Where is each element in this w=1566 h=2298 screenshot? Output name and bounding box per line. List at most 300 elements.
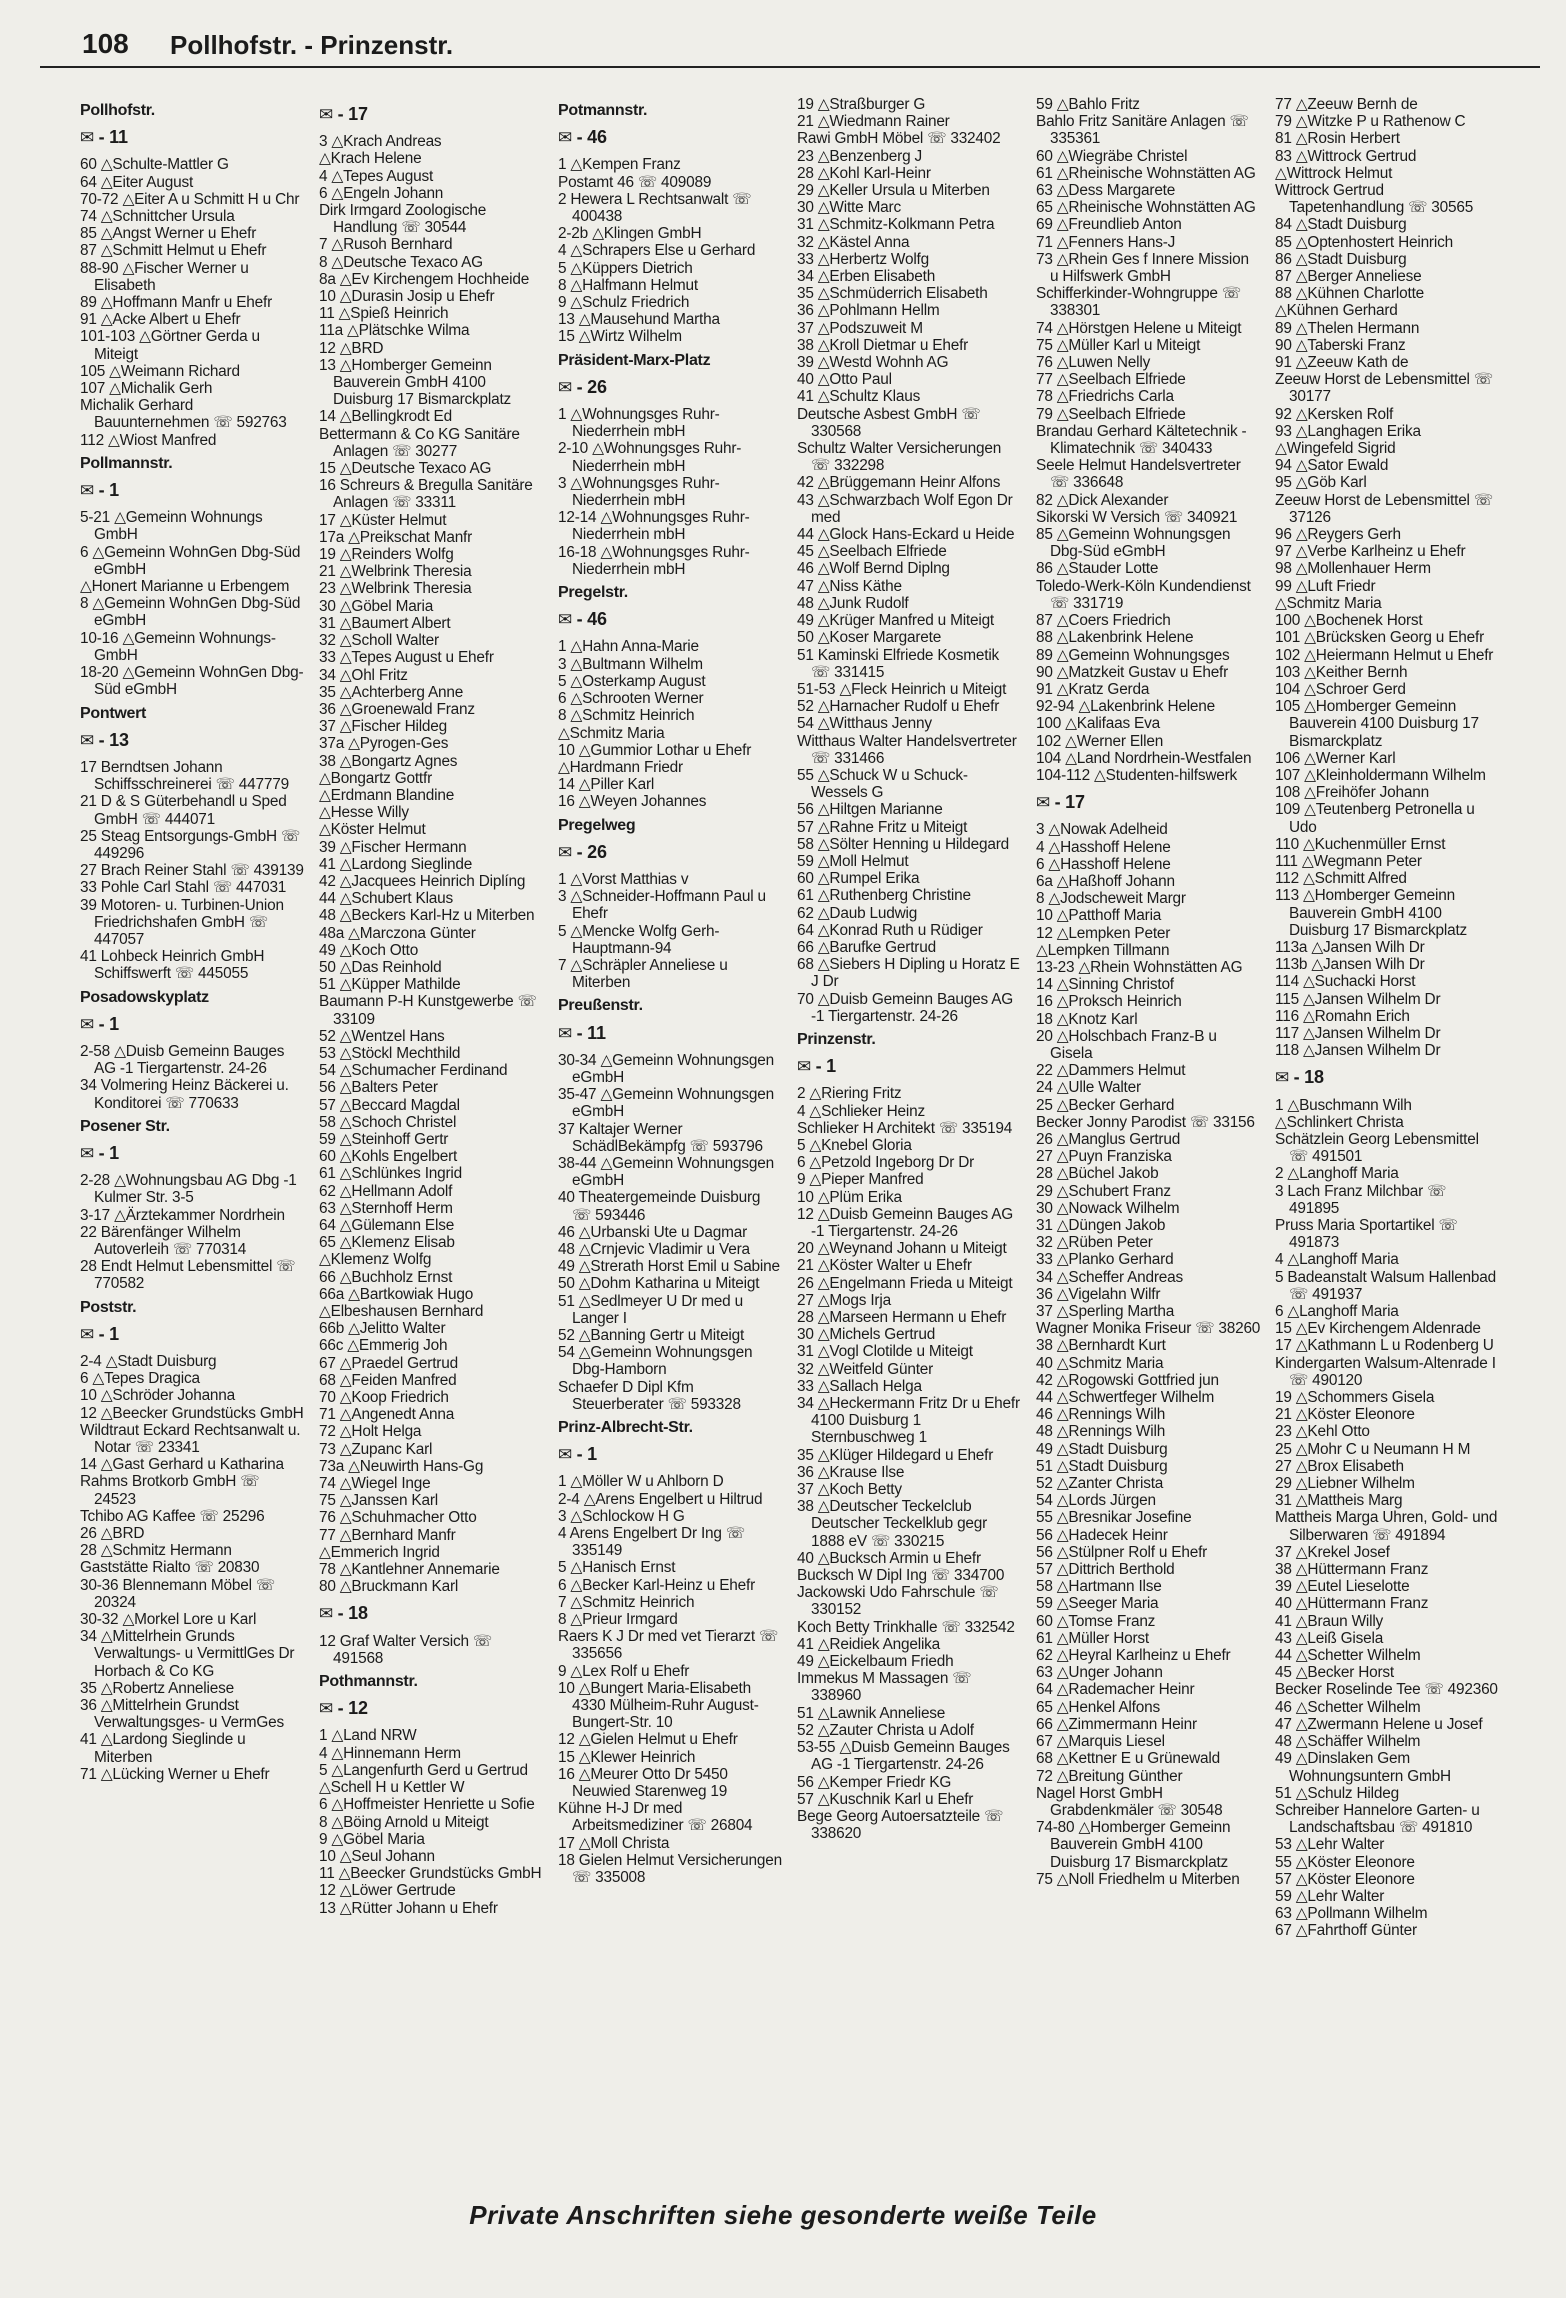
envelope-icon: ✉ bbox=[1275, 1068, 1294, 1088]
directory-entry: 29 △Liebner Wilhelm bbox=[1275, 1475, 1415, 1493]
directory-column bbox=[797, 96, 1022, 2186]
directory-entry: 4 Arens Engelbert Dr Ing ☏ 335149 bbox=[558, 1525, 745, 1560]
directory-entry: Seele Helmut Handelsvertreter ☏ 336648 bbox=[1036, 457, 1241, 492]
directory-entry: 64 △Eiter August bbox=[80, 173, 194, 191]
directory-entry: 10 △Schröder Johanna bbox=[80, 1387, 236, 1405]
directory-entry: 98 △Mollenhauer Herm bbox=[1275, 560, 1431, 578]
directory-entry: 29 △Schubert Franz bbox=[1036, 1182, 1171, 1200]
directory-entry: 18-20 △Gemeinn WohnGen Dbg-Süd eGmbH bbox=[80, 664, 304, 699]
directory-entry: 65 △Klemenz Elisab bbox=[319, 1234, 455, 1252]
directory-entry: 8 △Jodscheweit Margr bbox=[1036, 890, 1186, 908]
directory-entry: 19 △Straßburger G bbox=[797, 96, 926, 113]
directory-column bbox=[80, 96, 305, 2186]
directory-entry: 38 △Deutscher Teckelclub Deutscher Teckelklub gegr 1888 eV ☏ 330215 bbox=[797, 1498, 988, 1550]
directory-entry: 42 △Rogowski Gottfried jun bbox=[1036, 1371, 1219, 1389]
directory-entry: 57 △Rahne Fritz u Miteigt bbox=[797, 818, 968, 836]
directory-entry: 4 △Hinnemann Herm bbox=[319, 1744, 461, 1762]
directory-entry: 31 △Baumert Albert bbox=[319, 614, 451, 632]
directory-entry: 36 △Pohlmann Hellm bbox=[797, 302, 940, 320]
directory-entry: 89 △Hoffmann Manfr u Ehefr bbox=[80, 294, 272, 312]
directory-entry: 58 △Schoch Christel bbox=[319, 1113, 457, 1131]
directory-entry: 6 △Engeln Johann bbox=[319, 184, 444, 202]
directory-entry: 10 △Bungert Maria-Elisabeth 4330 Mülheim-Ruhr August-Bungert-Str. 10 bbox=[558, 1679, 759, 1732]
directory-entry: 88 △Lakenbrink Helene bbox=[1036, 629, 1194, 647]
directory-entry: 51 △Stadt Duisburg bbox=[1036, 1457, 1168, 1475]
street-heading: Potmannstr. bbox=[558, 102, 648, 119]
directory-entry: 6 △Tepes Dragica bbox=[80, 1370, 200, 1388]
directory-entry: 31 △Schmitz-Kolkmann Petra bbox=[797, 216, 995, 234]
directory-entry: 85 △Gemeinn Wohnungsgen Dbg-Süd eGmbH bbox=[1036, 526, 1231, 561]
directory-entry: 50 △Das Reinhold bbox=[319, 958, 442, 976]
directory-entry: 11a △Plätschke Wilma bbox=[319, 322, 470, 340]
directory-entry: 101 △Brücksken Georg u Ehefr bbox=[1275, 629, 1484, 647]
directory-entry: Brandau Gerhard Kältetechnik - Klimatechnik ☏ 340433 bbox=[1036, 422, 1247, 458]
directory-entry: 60 △Wiegräbe Christel bbox=[1036, 147, 1188, 165]
directory-entry: 57 △Köster Eleonore bbox=[1275, 1870, 1415, 1888]
directory-entry: 10-16 △Gemeinn Wohnungs-GmbH bbox=[80, 629, 276, 664]
directory-entry: 38 △Hüttermann Franz bbox=[1275, 1561, 1429, 1579]
directory-entry: 104 △Land Nordrhein-Westfalen bbox=[1036, 749, 1252, 767]
directory-entry: 7 △Schräpler Anneliese u Miterben bbox=[558, 956, 728, 992]
directory-entry: 32 △Kästel Anna bbox=[797, 233, 910, 251]
directory-entry: 57 △Kuschnik Karl u Ehefr bbox=[797, 1790, 974, 1808]
directory-entry: 33 △Planko Gerhard bbox=[1036, 1251, 1174, 1269]
directory-entry: 5 △Hanisch Ernst bbox=[558, 1559, 676, 1577]
street-heading: Preußenstr. bbox=[558, 997, 643, 1015]
postal-district-number: - 1 bbox=[98, 1142, 119, 1163]
directory-entry: 73 △Zupanc Karl bbox=[319, 1440, 433, 1458]
directory-entry: 28 Endt Helmut Lebensmittel ☏ 770582 bbox=[80, 1258, 296, 1293]
postal-district bbox=[558, 1022, 783, 1043]
directory-entry: 10 △Seul Johann bbox=[319, 1847, 435, 1865]
directory-entry: 3 △Wohnungsges Ruhr-Niederrhein mbH bbox=[558, 474, 720, 510]
directory-entry: 71 △Lücking Werner u Ehefr bbox=[80, 1765, 270, 1783]
directory-entry: 3 △Schlockow H G bbox=[558, 1507, 685, 1525]
envelope-icon: ✉ bbox=[80, 1324, 99, 1344]
directory-entry: 51 △Lawnik Anneliese bbox=[797, 1704, 946, 1722]
directory-entry: 8 △Prieur Irmgard bbox=[558, 1611, 678, 1629]
directory-entry: 97 △Verbe Karlheinz u Ehefr bbox=[1275, 543, 1466, 561]
directory-entry: 29 △Keller Ursula u Miterben bbox=[797, 182, 990, 200]
directory-entry: 17a △Preikschat Manfr bbox=[319, 528, 473, 546]
directory-entry: Jackowski Udo Fahrschule ☏ 330152 bbox=[797, 1584, 999, 1619]
directory-entry: Kühne H-J Dr med Arbeitsmediziner ☏ 26804 bbox=[558, 1800, 753, 1835]
directory-entry: 15 △Ev Kirchengem Aldenrade bbox=[1275, 1320, 1481, 1338]
postal-district-number: - 1 bbox=[815, 1056, 836, 1077]
directory-entry: 74 △Wiegel Inge bbox=[319, 1475, 431, 1493]
directory-entry: 3 △Bultmann Wilhelm bbox=[558, 655, 703, 673]
directory-entry: Pruss Maria Sportartikel ☏ 491873 bbox=[1275, 1217, 1458, 1252]
directory-entry: 37 △Podszuweit M bbox=[797, 319, 923, 337]
directory-entry: 30 △Göbel Maria bbox=[319, 597, 434, 615]
directory-entry: 2-2b △Klingen GmbH bbox=[558, 225, 702, 243]
directory-entry: 73a △Neuwirth Hans-Gg bbox=[319, 1457, 484, 1475]
postal-district bbox=[558, 841, 783, 862]
directory-entry: Wittrock Gertrud Tapetenhandlung ☏ 30565 bbox=[1275, 182, 1474, 217]
directory-entry: 44 △Schwertfeger Wilhelm bbox=[1036, 1389, 1215, 1407]
directory-column bbox=[319, 96, 544, 2186]
directory-entry: 74 △Hörstgen Helene u Miteigt bbox=[1036, 319, 1242, 337]
directory-entry: 85 △Optenhostert Heinrich bbox=[1275, 233, 1453, 251]
directory-entry: 48 △Schäffer Wilhelm bbox=[1275, 1733, 1421, 1751]
directory-entry: 41 △Lardong Sieglinde u Miterben bbox=[80, 1731, 246, 1766]
directory-column bbox=[558, 96, 783, 2186]
directory-entry: 42 △Jacquees Heinrich Diplíng bbox=[319, 872, 526, 890]
directory-entry: 50 △Koser Margarete bbox=[797, 629, 942, 647]
directory-entry: 55 △Bresnikar Josefine bbox=[1036, 1509, 1192, 1527]
directory-entry: 81 △Rosin Herbert bbox=[1275, 130, 1400, 148]
directory-entry: 88 △Kühnen Charlotte bbox=[1275, 285, 1425, 303]
directory-entry: 7 △Rusoh Bernhard bbox=[319, 236, 453, 254]
directory-entry: 34 △Mittelrhein Grunds Verwaltungs- u VermittlGes Dr Horbach & Co KG bbox=[80, 1628, 295, 1680]
directory-entry: 112 △Schmitt Alfred bbox=[1275, 870, 1407, 888]
directory-entry: 37 △Fischer Hildeg bbox=[319, 718, 447, 736]
directory-entry: Immekus M Massagen ☏ 338960 bbox=[797, 1670, 972, 1705]
directory-entry: 41 Lohbeck Heinrich GmbH Schiffswerft ☏ 445055 bbox=[80, 948, 265, 983]
directory-entry: 1 △Vorst Matthias v bbox=[558, 870, 689, 888]
directory-entry: 23 △Welbrink Theresia bbox=[319, 580, 472, 598]
directory-entry: 34 △Scheffer Andreas bbox=[1036, 1268, 1184, 1286]
directory-entry: 56 △Hadecek Heinr bbox=[1036, 1526, 1168, 1544]
directory-entry: 38 △Kroll Dietmar u Ehefr bbox=[797, 336, 969, 354]
postal-district bbox=[1275, 1069, 1500, 1086]
directory-entry: 8 △Schmitz Heinrich bbox=[558, 707, 695, 725]
directory-entry: 48 △Rennings Wilh bbox=[1036, 1423, 1166, 1441]
directory-entry: 1 △Wohnungsges Ruhr-Niederrhein mbH bbox=[558, 406, 720, 441]
directory-entry: Dirk Irmgard Zoologische Handlung ☏ 30544 bbox=[319, 202, 487, 237]
directory-entry: 39 Motoren- u. Turbinen-Union Friedrichshafen GmbH ☏ 447057 bbox=[80, 896, 284, 948]
directory-entry: 2 △Riering Fritz bbox=[797, 1085, 902, 1103]
directory-entry: 13 △Homberger Gemeinn Bauverein GmbH 4100 Duisburg 17 Bismarckplatz bbox=[319, 356, 512, 409]
directory-entry: 11 △Spieß Heinrich bbox=[319, 305, 449, 323]
envelope-icon: ✉ bbox=[558, 1023, 577, 1043]
directory-entry: Witthaus Walter Handelsvertreter ☏ 331466 bbox=[797, 732, 1017, 767]
directory-entry: △Köster Helmut bbox=[319, 821, 426, 839]
directory-entry: 36 △Groenewald Franz bbox=[319, 700, 475, 718]
directory-entry: 105 △Weimann Richard bbox=[80, 362, 240, 380]
directory-entry: △Kühnen Gerhard bbox=[1275, 302, 1398, 320]
directory-entry: 9 △Göbel Maria bbox=[319, 1830, 425, 1848]
directory-entry: 66c △Emmerig Joh bbox=[319, 1337, 448, 1355]
directory-entry: 42 △Brüggemann Heinr Alfons bbox=[797, 474, 1001, 492]
directory-entry: 113 △Homberger Gemeinn Bauverein GmbH 4100 Duisburg 17 Bismarckplatz bbox=[1275, 887, 1468, 939]
directory-entry: 89 △Thelen Hermann bbox=[1275, 319, 1420, 337]
directory-entry: 63 △Dess Margarete bbox=[1036, 182, 1176, 200]
directory-entry: 34 △Heckermann Fritz Dr u Ehefr 4100 Duisburg 1 Sternbuschweg 1 bbox=[797, 1395, 1020, 1447]
directory-entry: 100 △Bochenek Horst bbox=[1275, 612, 1423, 630]
street-heading: Pothmannstr. bbox=[319, 1673, 418, 1691]
directory-entry: 46 △Rennings Wilh bbox=[1036, 1406, 1166, 1424]
directory-entry: 16 △Weyen Johannes bbox=[558, 793, 707, 811]
directory-entry: △Schell H u Kettler W bbox=[319, 1779, 465, 1797]
postal-district-number: - 1 bbox=[98, 1013, 119, 1034]
directory-entry: 49 △Krüger Manfred u Miteigt bbox=[797, 612, 995, 630]
directory-entry: 6 △Petzold Ingeborg Dr Dr bbox=[797, 1154, 975, 1172]
directory-entry: 35 △Klüger Hildegard u Ehefr bbox=[797, 1446, 994, 1464]
directory-entry: 48 △Beckers Karl-Hz u Miterben bbox=[319, 907, 535, 925]
directory-entry: Nagel Horst GmbH Grabdenkmäler ☏ 30548 bbox=[1036, 1784, 1223, 1819]
directory-entry: Bucksch W Dipl Ing ☏ 334700 bbox=[797, 1567, 1005, 1585]
directory-entry: 57 △Beccard Magdal bbox=[319, 1096, 460, 1114]
directory-entry: Schreiber Hannelore Garten- u Landschaftsbau ☏ 491810 bbox=[1275, 1801, 1480, 1837]
postal-district-number: - 13 bbox=[98, 729, 129, 750]
directory-entry: 19 △Reinders Wolfg bbox=[319, 546, 454, 564]
directory-entry: 91 △Kratz Gerda bbox=[1036, 680, 1150, 698]
directory-entry: 3 △Schneider-Hoffmann Paul u Ehefr bbox=[558, 888, 766, 923]
directory-entry: 51 △Schulz Hildeg bbox=[1275, 1784, 1399, 1802]
directory-entry: 63 △Unger Johann bbox=[1036, 1664, 1163, 1682]
directory-entry: 87 △Schmitt Helmut u Ehefr bbox=[80, 242, 267, 260]
directory-entry: 38 △Bernhardt Kurt bbox=[1036, 1337, 1166, 1355]
directory-entry: 12-14 △Wohnungsges Ruhr-Niederrhein mbH bbox=[558, 509, 750, 544]
postal-district-number: - 11 bbox=[98, 127, 128, 148]
directory-entry: 52 △Banning Gertr u Miteigt bbox=[558, 1327, 745, 1344]
directory-entry: 37 △Koch Betty bbox=[797, 1481, 902, 1499]
directory-entry: 52 △Zauter Christa u Adolf bbox=[797, 1721, 974, 1739]
directory-entry: 5 △Mencke Wolfg Gerh-Hauptmann-94 bbox=[558, 922, 720, 957]
directory-entry: △Hardmann Friedr bbox=[558, 758, 683, 776]
directory-entry: 113b △Jansen Wilh Dr bbox=[1275, 956, 1425, 974]
directory-entry: 117 △Jansen Wilhelm Dr bbox=[1275, 1024, 1441, 1042]
directory-entry: 6 △Gemeinn WohnGen Dbg-Süd eGmbH bbox=[80, 543, 301, 578]
directory-entry: 76 △Luwen Nelly bbox=[1036, 354, 1151, 372]
postal-district bbox=[80, 1323, 305, 1344]
directory-entry: 99 △Luft Friedr bbox=[1275, 577, 1376, 595]
directory-entry: 70 △Duisb Gemeinn Bauges AG -1 Tiergartenstr. 24-26 bbox=[797, 990, 1014, 1025]
postal-district-number: - 18 bbox=[1293, 1067, 1324, 1088]
directory-entry: 32 △Rüben Peter bbox=[1036, 1234, 1153, 1252]
directory-entry: 43 △Schwarzbach Wolf Egon Dr med bbox=[797, 491, 1013, 526]
directory-entry: 57 △Dittrich Berthold bbox=[1036, 1561, 1175, 1579]
directory-entry: 48 △Crnjevic Vladimir u Vera bbox=[558, 1240, 750, 1258]
directory-entry: 16 △Proksch Heinrich bbox=[1036, 993, 1182, 1011]
directory-entry: Raers K J Dr med vet Tierarzt ☏ 335656 bbox=[558, 1628, 779, 1663]
envelope-icon: ✉ bbox=[558, 842, 577, 862]
directory-entry: 52 △Zanter Christa bbox=[1036, 1475, 1164, 1493]
directory-entry: Toledo-Werk-Köln Kundendienst ☏ 331719 bbox=[1036, 577, 1251, 612]
directory-entry: 52 △Harnacher Rudolf u Ehefr bbox=[797, 698, 1000, 716]
directory-entry: 91 △Zeeuw Kath de bbox=[1275, 354, 1409, 372]
directory-entry: 65 △Henkel Alfons bbox=[1036, 1698, 1160, 1716]
directory-entry: 1 △Möller W u Ahlborn D bbox=[558, 1473, 724, 1491]
directory-entry: 113a △Jansen Wilh Dr bbox=[1275, 938, 1425, 956]
postal-district bbox=[80, 129, 305, 146]
directory-entry: 63 △Pollmann Wilhelm bbox=[1275, 1905, 1428, 1923]
directory-entry: 26 △Manglus Gertrud bbox=[1036, 1130, 1181, 1148]
directory-entry: △Wittrock Helmut bbox=[1275, 164, 1393, 182]
directory-entry: 58 △Hartmann Ilse bbox=[1036, 1578, 1162, 1596]
directory-entry: 49 △Koch Otto bbox=[319, 941, 419, 959]
directory-entry: 30 △Michels Gertrud bbox=[797, 1326, 936, 1344]
directory-entry: 91 △Acke Albert u Ehefr bbox=[80, 311, 241, 329]
directory-entry: 54 △Witthaus Jenny bbox=[797, 715, 932, 733]
directory-entry: 38-44 △Gemeinn Wohnungsgen eGmbH bbox=[558, 1154, 774, 1190]
directory-entry: 2-28 △Wohnungsbau AG Dbg -1 Kulmer Str. 3-5 bbox=[80, 1172, 297, 1207]
directory-entry: 25 △Becker Gerhard bbox=[1036, 1096, 1175, 1114]
directory-entry: 67 △Fahrthoff Günter bbox=[1275, 1922, 1417, 1940]
directory-entry: Wagner Monika Friseur ☏ 38260 bbox=[1036, 1320, 1261, 1338]
directory-entry: 60 △Tomse Franz bbox=[1036, 1612, 1156, 1630]
directory-entry: 1 △Land NRW bbox=[319, 1727, 417, 1745]
directory-entry: 52 △Wentzel Hans bbox=[319, 1027, 445, 1045]
directory-entry: 47 △Zwermann Helene u Josef bbox=[1275, 1715, 1483, 1733]
directory-entry: △Honert Marianne u Erbengem bbox=[80, 578, 290, 596]
directory-entry: 2-4 △Stadt Duisburg bbox=[80, 1353, 217, 1370]
directory-entry: 69 △Freundlieb Anton bbox=[1036, 216, 1182, 234]
postal-district bbox=[80, 482, 305, 499]
directory-entry: 2 △Langhoff Maria bbox=[1275, 1165, 1399, 1183]
directory-entry: 51-53 △Fleck Heinrich u Miteigt bbox=[797, 680, 1007, 698]
directory-entry: 49 △Dinslaken Gem Wohnungsuntern GmbH bbox=[1275, 1750, 1451, 1785]
directory-entry: 101-103 △Görtner Gerda u Miteigt bbox=[80, 328, 260, 363]
directory-entry: 77 △Bernhard Manfr bbox=[319, 1526, 456, 1544]
directory-entry: 15 △Klewer Heinrich bbox=[558, 1748, 696, 1766]
directory-entry: 59 △Steinhoff Gertr bbox=[319, 1130, 449, 1148]
directory-entry: 37 △Krekel Josef bbox=[1275, 1543, 1390, 1561]
directory-entry: 6 △Schrooten Werner bbox=[558, 690, 704, 708]
directory-entry: 72 △Breitung Günther bbox=[1036, 1767, 1183, 1785]
directory-entry: 54 △Schumacher Ferdinand bbox=[319, 1062, 508, 1080]
directory-entry: Schlieker H Architekt ☏ 335194 bbox=[797, 1119, 1013, 1137]
directory-entry: 40 △Bucksch Armin u Ehefr bbox=[797, 1549, 981, 1567]
directory-entry: 71 △Fenners Hans-J bbox=[1036, 233, 1176, 251]
directory-entry: 56 △Balters Peter bbox=[319, 1079, 438, 1097]
postal-district bbox=[319, 106, 544, 123]
directory-entry: 75 △Müller Karl u Miteigt bbox=[1036, 336, 1201, 354]
directory-entry: 68 △Feiden Manfred bbox=[319, 1371, 457, 1389]
directory-entry: 4 △Schrapers Else u Gerhard bbox=[558, 242, 756, 260]
directory-entry: 40 Theatergemeinde Duisburg ☏ 593446 bbox=[558, 1189, 761, 1224]
street-heading: Pregelstr. bbox=[558, 584, 628, 602]
directory-entry: 56 △Kemper Friedr KG bbox=[797, 1773, 952, 1791]
directory-entry: 31 △Mattheis Marg bbox=[1275, 1492, 1403, 1510]
directory-entry: 43 △Leiß Gisela bbox=[1275, 1629, 1384, 1647]
directory-entry: 30 △Nowack Wilhelm bbox=[1036, 1199, 1180, 1217]
directory-entry: Koch Betty Trinkhalle ☏ 332542 bbox=[797, 1618, 1015, 1636]
directory-entry: 17 △Moll Christa bbox=[558, 1834, 670, 1852]
directory-entry: 38 △Bongartz Agnes bbox=[319, 752, 458, 770]
directory-entry: △Wingefeld Sigrid bbox=[1275, 440, 1396, 458]
directory-entry: Becker Jonny Parodist ☏ 33156 bbox=[1036, 1113, 1255, 1131]
postal-district bbox=[558, 376, 783, 397]
street-heading: Posadowskyplatz bbox=[80, 988, 209, 1006]
postal-district-number: - 12 bbox=[337, 1698, 368, 1719]
directory-entry: 5 Badeanstalt Walsum Hallenbad ☏ 491937 bbox=[1275, 1268, 1496, 1303]
envelope-icon: ✉ bbox=[80, 1143, 99, 1163]
directory-entry: △Schmitz Maria bbox=[1275, 594, 1382, 612]
directory-entry: 4 △Langhoff Maria bbox=[1275, 1251, 1399, 1269]
directory-entry: 59 △Seeger Maria bbox=[1036, 1595, 1159, 1613]
directory-entry: 31 △Düngen Jakob bbox=[1036, 1217, 1166, 1234]
postal-district bbox=[80, 1142, 305, 1163]
directory-entry: 68 △Siebers H Dipling u Horatz E J Dr bbox=[797, 956, 1020, 991]
directory-entry: 58 △Sölter Henning u Hildegard bbox=[797, 835, 1010, 853]
directory-entry: 3 △Krach Andreas bbox=[319, 133, 442, 151]
directory-entry: 41 △Braun Willy bbox=[1275, 1612, 1384, 1630]
directory-entry: 41 △Schultz Klaus bbox=[797, 388, 921, 406]
directory-entry: 8 △Deutsche Texaco AG bbox=[319, 253, 483, 271]
directory-entry: 8 △Halfmann Helmut bbox=[558, 276, 698, 294]
directory-entry: 41 △Lardong Sieglinde bbox=[319, 855, 473, 873]
directory-entry: 66 △Buchholz Ernst bbox=[319, 1268, 453, 1286]
directory-entry: 21 △Köster Walter u Ehefr bbox=[797, 1257, 972, 1275]
directory-entry: 32 △Scholl Walter bbox=[319, 632, 439, 650]
directory-entry: △Emmerich Ingrid bbox=[319, 1543, 440, 1561]
directory-entry: 34 Volmering Heinz Bäckerei u. Konditorei ☏ 770633 bbox=[80, 1077, 289, 1112]
directory-entry: 16-18 △Wohnungsges Ruhr-Niederrhein mbH bbox=[558, 543, 750, 578]
directory-entry: 79 △Seelbach Elfriede bbox=[1036, 405, 1186, 423]
directory-entry: 30-34 △Gemeinn Wohnungsgen eGmbH bbox=[558, 1051, 774, 1086]
directory-entry: 18 △Knotz Karl bbox=[1036, 1010, 1138, 1028]
directory-entry: Michalik Gerhard Bauunternehmen ☏ 592763 bbox=[80, 397, 287, 432]
directory-entry: 14 △Sinning Christof bbox=[1036, 976, 1174, 994]
directory-entry: 17 △Kathmann L u Rodenberg U bbox=[1275, 1337, 1494, 1355]
directory-entry: 46 △Urbanski Ute u Dagmar bbox=[558, 1223, 748, 1241]
directory-entry: 21 △Welbrink Theresia bbox=[319, 563, 472, 581]
directory-entry: 35-47 △Gemeinn Wohnungsgen eGmbH bbox=[558, 1086, 774, 1121]
directory-entry: 8 △Gemeinn WohnGen Dbg-Süd eGmbH bbox=[80, 595, 301, 630]
directory-entry: △Krach Helene bbox=[319, 150, 422, 168]
directory-entry: 103 △Keither Bernh bbox=[1275, 663, 1408, 681]
directory-entry: △Erdmann Blandine bbox=[319, 786, 455, 804]
directory-entry: 66 △Barufke Gertrud bbox=[797, 938, 936, 956]
directory-entry: 95 △Göb Karl bbox=[1275, 474, 1367, 492]
directory-entry: 66 △Zimmermann Heinr bbox=[1036, 1715, 1197, 1733]
directory-entry: 86 △Stadt Duisburg bbox=[1275, 250, 1407, 268]
directory-entry: 111 △Wegmann Peter bbox=[1275, 852, 1422, 870]
directory-entry: △Schmitz Maria bbox=[558, 724, 665, 742]
directory-entry: 68 △Kettner E u Grünewald bbox=[1036, 1750, 1220, 1768]
directory-entry: Schifferkinder-Wohngruppe ☏ 338301 bbox=[1036, 285, 1241, 320]
directory-entry: 46 △Schetter Wilhelm bbox=[1275, 1698, 1421, 1716]
directory-entry: Schätzlein Georg Lebensmittel ☏ 491501 bbox=[1275, 1130, 1479, 1166]
directory-entry: 27 △Puyn Franziska bbox=[1036, 1148, 1172, 1166]
postal-district-number: - 26 bbox=[576, 841, 607, 862]
directory-entry: 35 △Achterberg Anne bbox=[319, 683, 464, 701]
directory-entry: 89 △Gemeinn Wohnungsges bbox=[1036, 646, 1230, 664]
postal-district bbox=[558, 611, 783, 628]
envelope-icon: ✉ bbox=[797, 1057, 816, 1077]
directory-entry: 51 Kaminski Elfriede Kosmetik ☏ 331415 bbox=[797, 646, 1000, 681]
street-heading: Prinz-Albrecht-Str. bbox=[558, 1419, 693, 1437]
directory-entry: 35 △Robertz Anneliese bbox=[80, 1679, 234, 1697]
directory-entry: 110 △Kuchenmüller Ernst bbox=[1275, 835, 1446, 853]
directory-entry: 27 Brach Reiner Stahl ☏ 439139 bbox=[80, 862, 304, 880]
directory-entry: 13 △Mausehund Martha bbox=[558, 311, 720, 329]
directory-entry: Gaststätte Rialto ☏ 20830 bbox=[80, 1559, 260, 1577]
directory-entry: 33 △Tepes August u Ehefr bbox=[319, 649, 494, 667]
directory-entry: 44 △Glock Hans-Eckard u Heide bbox=[797, 526, 1015, 544]
directory-entry: 5 △Küppers Dietrich bbox=[558, 259, 693, 277]
directory-entry: 30-32 △Morkel Lore u Karl bbox=[80, 1611, 257, 1629]
directory-entry: 60 △Rumpel Erika bbox=[797, 870, 920, 888]
directory-entry: 34 △Ohl Fritz bbox=[319, 666, 408, 684]
directory-entry: 23 △Benzenberg J bbox=[797, 147, 923, 165]
directory-entry: 37a △Pyrogen-Ges bbox=[319, 735, 449, 753]
directory-entry: 30 △Witte Marc bbox=[797, 199, 901, 217]
directory-entry: 62 △Hellmann Adolf bbox=[319, 1182, 453, 1200]
street-heading: Poststr. bbox=[80, 1298, 137, 1316]
directory-entry: 90 △Taberski Franz bbox=[1275, 336, 1406, 354]
directory-entry: Bettermann & Co KG Sanitäre Anlagen ☏ 30277 bbox=[319, 425, 520, 460]
directory-entry: Rawi GmbH Möbel ☏ 332402 bbox=[797, 130, 1001, 148]
directory-entry: 28 △Büchel Jakob bbox=[1036, 1165, 1159, 1183]
directory-entry: 6 △Hoffmeister Henriette u Sofie bbox=[319, 1796, 535, 1814]
directory-entry: 51 △Sedlmeyer U Dr med u Langer I bbox=[558, 1292, 743, 1327]
directory-entry: 66a △Bartkowiak Hugo bbox=[319, 1285, 474, 1303]
directory-entry: 6 △Hasshoff Helene bbox=[1036, 855, 1171, 873]
directory-entry: 64 △Rademacher Heinr bbox=[1036, 1681, 1195, 1699]
